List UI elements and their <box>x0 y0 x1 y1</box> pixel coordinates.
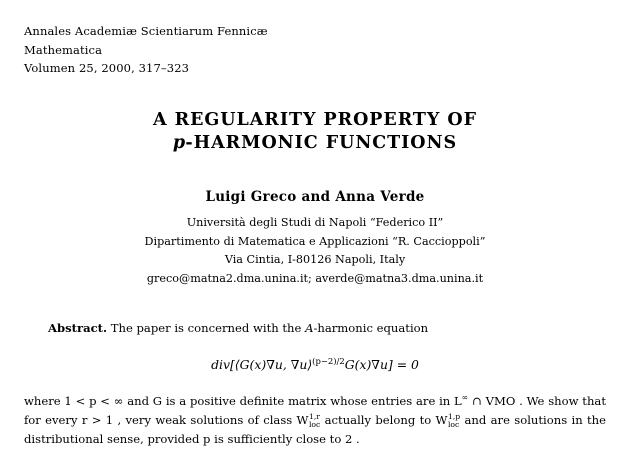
affiliation-address: Via Cintia, I-80126 Napoli, Italy <box>224 253 406 267</box>
sobolev-index-1-top: 1,r <box>308 411 320 421</box>
abstract-body <box>24 392 606 450</box>
paper-title <box>24 109 606 156</box>
script-a-symbol: A <box>305 321 314 336</box>
abstract-lead-text-2: -harmonic equation <box>313 321 429 336</box>
sobolev-index-2-bottom: loc <box>447 419 460 429</box>
affiliation-department: Dipartimento di Matematica e Applicazioni “R. Caccioppoli” <box>144 234 486 248</box>
equation-left: div[⟨G(x)∇u, ∇u⟩ <box>211 357 313 373</box>
affiliation-block <box>24 214 606 288</box>
abstract-body-text-5: and are solutions <box>464 413 568 427</box>
abstract-sup-infinity: ∞ <box>461 392 469 402</box>
title-line-2 <box>24 132 606 155</box>
abstract-body-text-1: where 1 < p < ∞ and G is a positive definite matrix whose entries are in L <box>24 393 462 408</box>
title-line-1: A REGULARITY PROPERTY OF <box>152 109 478 130</box>
abstract-lead-text-1: The paper is concerned with the <box>110 321 302 336</box>
sobolev-index-1 <box>309 413 320 429</box>
abstract-lead-line <box>48 320 606 338</box>
affiliation-emails: greco@matna2.dma.unina.it; averde@matna3.dma.unina.it <box>146 271 484 285</box>
journal-header <box>24 22 606 78</box>
title-line-2-rest: -HARMONIC FUNCTIONS <box>185 133 458 154</box>
abstract-body-text-4: actually belong to W <box>324 413 448 427</box>
sobolev-index-2 <box>448 413 460 429</box>
equation-exponent: (p−2)/2 <box>312 356 345 367</box>
journal-series: Mathematica <box>24 42 103 57</box>
equation-tail: G(x)∇u] = 0 <box>344 357 419 373</box>
abstract-label: Abstract. <box>48 321 108 336</box>
title-p-symbol: p <box>172 133 186 154</box>
abstract-section <box>24 320 606 450</box>
display-equation <box>24 355 606 374</box>
affiliation-university: Università degli Studi di Napoli “Federico II” <box>186 216 444 230</box>
author-names: Luigi Greco and Anna Verde <box>205 189 425 206</box>
abstract-body-text-2: ∩ VMO . We show <box>472 393 579 408</box>
journal-name: Annales Academiæ Scientiarum Fennicæ <box>24 24 268 38</box>
abstract-body-text-3: that for every r > 1 , very weak solutions of class W <box>24 393 606 427</box>
sobolev-index-1-bottom: loc <box>308 419 321 429</box>
journal-volume-pages: Volumen 25, 2000, 317–323 <box>24 61 190 76</box>
sobolev-index-2-top: 1,p <box>447 411 461 421</box>
abstract-body-text-6: in the distributional sense, provided p is sufficiently close to 2 . <box>24 413 606 447</box>
